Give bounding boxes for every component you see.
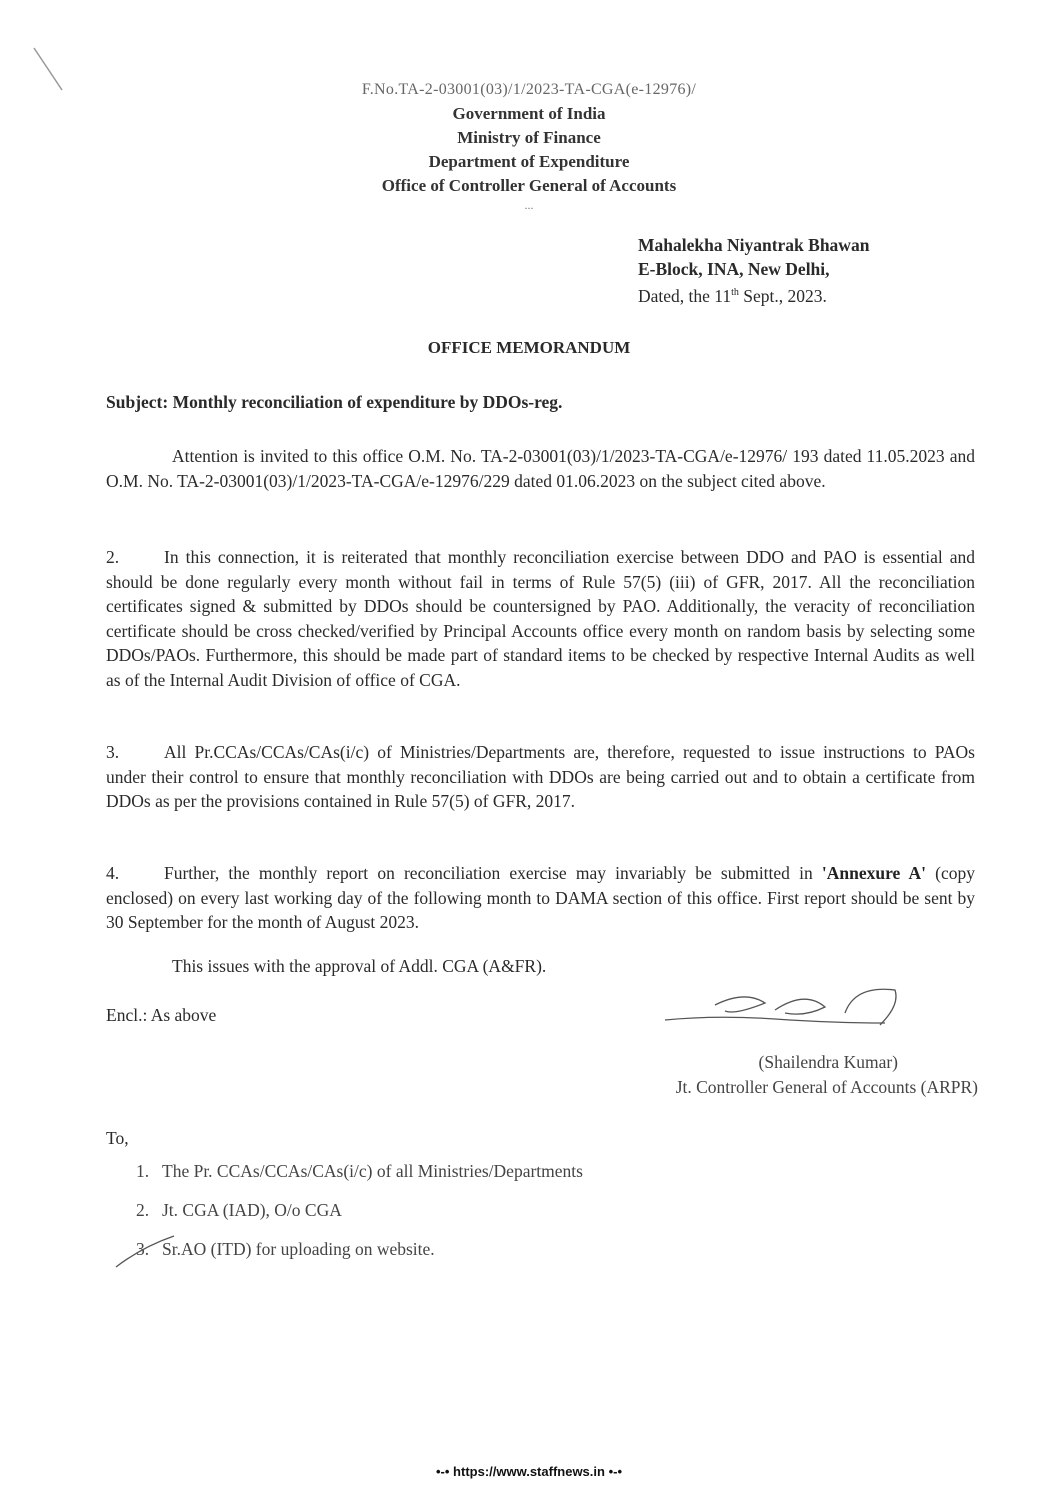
header-line: Government of India bbox=[452, 104, 606, 123]
item-number: 1. bbox=[136, 1161, 150, 1181]
paragraph-3 bbox=[106, 740, 975, 814]
item-number: 3. bbox=[136, 1239, 150, 1259]
enclosure: Encl.: As above bbox=[106, 1005, 217, 1025]
date-sup: th bbox=[731, 287, 739, 298]
annexure-ref: 'Annexure A' bbox=[821, 863, 926, 883]
signatory-name: (Shailendra Kumar) bbox=[758, 1052, 898, 1072]
date-text: Dated, the 11 bbox=[638, 285, 732, 306]
paragraph-text: Further, the monthly report on reconciliation exercise may invariably be submitted in bbox=[164, 863, 822, 883]
paragraph-2 bbox=[106, 545, 975, 692]
separator: ... bbox=[524, 198, 534, 212]
subject: Subject: Monthly reconciliation of expenditure by DDOs-reg. bbox=[106, 392, 563, 412]
paragraph-number: 2. bbox=[106, 547, 120, 567]
item-text: Jt. CGA (IAD), O/o CGA bbox=[162, 1200, 342, 1220]
recipient-list bbox=[136, 1152, 583, 1269]
paragraph-text: All Pr.CCAs/CCAs/CAs(i/c) of Ministries/Departments are, therefore, requested to issue instructions to PAOs under their control to ensure that monthly reconciliation with DDOs are being carried out and to obtain a certificate from DDOs as per the provisions contained in Rule 57(5) of GFR, 2017. bbox=[106, 742, 975, 811]
item-number: 2. bbox=[136, 1200, 150, 1220]
paragraph-number: 4. bbox=[106, 863, 120, 883]
memo-title: OFFICE MEMORANDUM bbox=[427, 338, 631, 357]
paragraph-text: (copy enclosed) on every last working day of the following month to DAMA section of this office. First report should be sent by 30 September for the month of August 2023. bbox=[106, 863, 976, 932]
tick-mark bbox=[112, 1232, 182, 1272]
to-label: To, bbox=[106, 1128, 129, 1148]
paragraph-4 bbox=[106, 861, 975, 935]
paragraph-number: 3. bbox=[106, 742, 120, 762]
paragraph-text: In this connection, it is reiterated that monthly reconciliation exercise between DDO and PAO is essential and should be done regularly every month without fail in terms of Rule 57(5) (iii) of GFR, 2017. All the reconciliation certificates signed & submitted by DDOs should be countersigned by PAO. Additionally, the veracity of reconciliation certificate should be cross checked/verified by Principal Accounts office every month on random basis by selecting some DDOs/PAOs. Furthermore, this should be made part of standard items to be checked by respective Internal Audits as well as of the Internal Audit Division of office of CGA. bbox=[106, 547, 975, 690]
footer-url: •-• https://www.staffnews.in •-• bbox=[436, 1464, 622, 1479]
header-line: Office of Controller General of Accounts bbox=[381, 176, 677, 195]
file-number: F.No.TA-2-03001(03)/1/2023-TA-CGA(e-12976)/ bbox=[361, 81, 697, 98]
date bbox=[638, 281, 869, 308]
signatory-designation: Jt. Controller General of Accounts (ARPR) bbox=[675, 1077, 978, 1097]
address-line: Mahalekha Niyantrak Bhawan bbox=[638, 235, 870, 255]
signatory-block bbox=[600, 1050, 978, 1100]
address-block bbox=[638, 233, 869, 308]
list-item bbox=[136, 1152, 583, 1191]
header-line: Ministry of Finance bbox=[457, 128, 601, 147]
signature bbox=[655, 985, 915, 1035]
date-text: Sept., 2023. bbox=[738, 285, 827, 306]
item-text: Sr.AO (ITD) for uploading on website. bbox=[162, 1239, 435, 1259]
letterhead bbox=[0, 78, 1058, 212]
paragraph-1: Attention is invited to this office O.M. No. TA-2-03001(03)/1/2023-TA-CGA/e-12976/ 193 dated 11.05.2023 and O.M. No. TA-2-03001(03)/1/2023-TA-CGA/e-12976/229 dated 01.06.2023 on the subject cited above. bbox=[106, 446, 975, 491]
header-line: Department of Expenditure bbox=[428, 152, 630, 171]
list-item bbox=[136, 1191, 583, 1230]
paragraph-5: This issues with the approval of Addl. CGA (A&FR). bbox=[172, 956, 547, 976]
item-text: The Pr. CCAs/CCAs/CAs(i/c) of all Ministries/Departments bbox=[162, 1161, 583, 1181]
address-line: E-Block, INA, New Delhi, bbox=[638, 259, 830, 279]
list-item bbox=[136, 1230, 583, 1269]
